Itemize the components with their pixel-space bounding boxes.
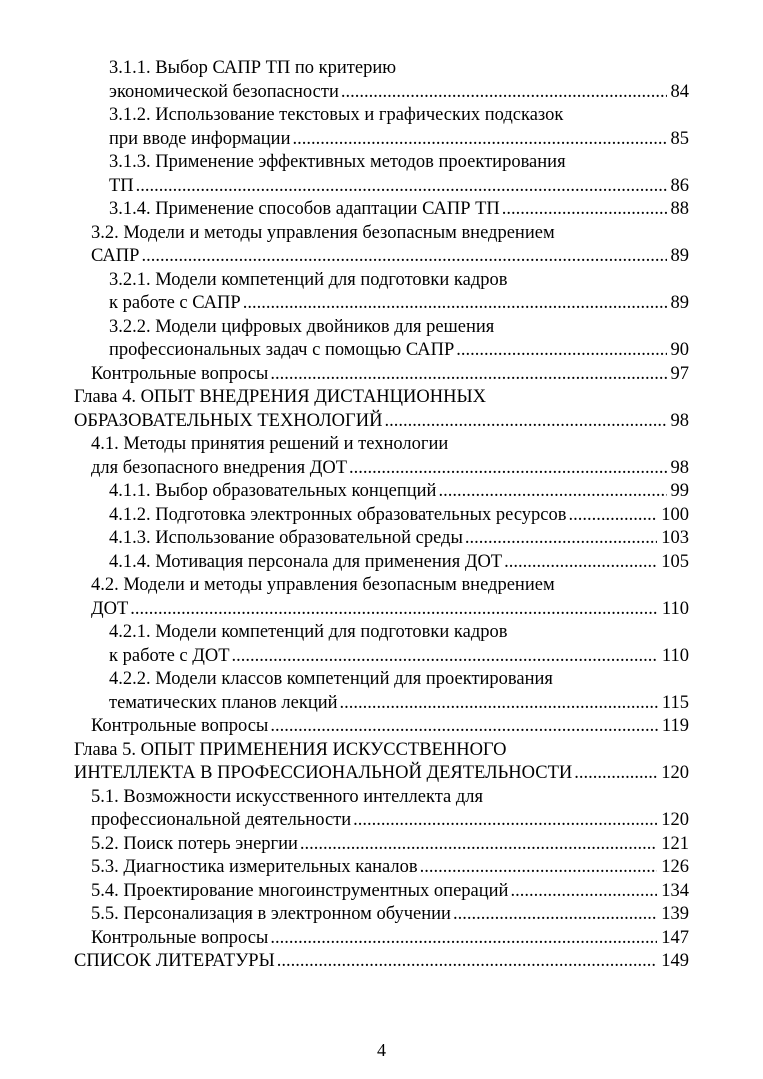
toc-entry-text: 3.1.4. Применение способов адаптации САПР ТП [109,199,500,219]
toc-entry-text: 4.1.1. Выбор образовательных концепций [109,481,437,501]
toc-entry-text: 3.2.2. Модели цифровых двойников для решения [109,317,495,337]
toc-entry-4-2-1 [109,644,689,668]
toc-page-number: 110 [661,599,689,619]
toc-entry-text: ТП [109,176,134,196]
leader-dots [141,244,666,268]
toc-entry-text: 5.3. Диагностика измерительных каналов [91,857,418,877]
toc-entry-references [74,949,689,973]
toc-page-number: 121 [661,834,689,854]
leader-dots [130,597,658,621]
leader-dots [504,550,657,574]
toc-entry-3-1-3 [109,174,689,198]
leader-dots [277,949,658,973]
leader-dots [502,197,667,221]
toc-entry-text: тематических планов лекций [109,693,338,713]
toc-entry-3-1-2-part1 [109,103,563,127]
toc-entry-4-2-part1 [91,573,555,597]
toc-page-number: 88 [670,199,689,219]
toc-entry-4-2 [91,597,689,621]
toc-entry-4-1-2 [109,503,689,527]
toc-entry-text: 4.2.2. Модели классов компетенций для проектирования [109,669,553,689]
toc-page-number: 110 [661,646,689,666]
toc-page-number: 119 [661,716,689,736]
toc-entry-text: Контрольные вопросы [91,364,269,384]
toc-chapter-5-part1 [74,738,507,762]
toc-entry-review-questions-4 [91,714,689,738]
toc-page-number: 100 [661,505,689,525]
toc-page-number: 115 [661,693,689,713]
leader-dots [340,691,658,715]
toc-entry-4-2-2-part1 [109,667,553,691]
leader-dots [353,808,657,832]
toc-entry-text: ДОТ [91,599,129,619]
toc-entry-text: 3.1.3. Применение эффективных методов проектирования [109,152,566,172]
toc-entry-text: 3.2.1. Модели компетенций для подготовки кадров [109,270,508,290]
toc-entry-text: 5.5. Персонализация в электронном обучении [91,904,451,924]
toc-entry-text: к работе с САПР [109,293,241,313]
leader-dots [232,644,658,668]
leader-dots [453,902,657,926]
toc-entry-3-1-2 [109,127,689,151]
toc-page-number: 120 [661,810,689,830]
toc-entry-5-1 [91,808,689,832]
toc-entry-4-1-4 [109,550,689,574]
toc-entry-text: профессиональных задач с помощью САПР [109,340,455,360]
toc-page-number: 97 [670,364,689,384]
toc-page-number: 90 [670,340,689,360]
leader-dots [293,127,667,151]
leader-dots [569,503,658,527]
leader-dots [243,291,667,315]
leader-dots [384,409,666,433]
toc-entry-text: 5.1. Возможности искусственного интеллекта для [91,787,484,807]
toc-entry-text: Глава 4. ОПЫТ ВНЕДРЕНИЯ ДИСТАНЦИОННЫХ [74,387,486,407]
toc-entry-text: 4.1.2. Подготовка электронных образовательных ресурсов [109,505,567,525]
toc-entry-review-questions-5 [91,926,689,950]
toc-entry-text: Глава 5. ОПЫТ ПРИМЕНЕНИЯ ИСКУССТВЕННОГО [74,740,507,760]
toc-entry-text: профессиональной деятельности [91,810,352,830]
toc-entry-3-2-2-part1 [109,315,494,339]
toc-page-number: 86 [670,176,689,196]
leader-dots [510,879,657,903]
toc-page-number: 89 [670,293,689,313]
toc-entry-4-1-1 [109,479,689,503]
toc-page-number: 89 [670,246,689,266]
toc-entry-text: СПИСОК ЛИТЕРАТУРЫ [74,951,275,971]
toc-entry-5-5 [91,902,689,926]
toc-entry-3-2-2 [109,338,689,362]
leader-dots [270,362,666,386]
toc-entry-4-2-2 [109,691,689,715]
toc-page-number: 134 [661,881,689,901]
toc-entry-3-2 [91,244,689,268]
toc-entry-text: 3.2. Модели и методы управления безопасным внедрением [91,223,555,243]
toc-entry-text: для безопасного внедрения ДОТ [91,458,348,478]
toc-entry-3-1-4 [109,197,689,221]
toc-page-number: 98 [670,458,689,478]
toc-entry-text: Контрольные вопросы [91,928,269,948]
toc-entry-text: САПР [91,246,140,266]
toc-entry-text: 4.2. Модели и методы управления безопасным внедрением [91,575,555,595]
toc-page-number: 103 [661,528,689,548]
toc-chapter-4 [74,409,689,433]
toc-entry-text: 4.2.1. Модели компетенций для подготовки кадров [109,622,508,642]
toc-entry-3-1-3-part1 [109,150,566,174]
toc-chapter-5 [74,761,689,785]
toc-entry-4-1-part1 [91,432,448,456]
toc-entry-5-4 [91,879,689,903]
toc-entry-3-1-1 [109,80,689,104]
leader-dots [136,174,667,198]
toc-entry-4-2-1-part1 [109,620,507,644]
leader-dots [465,526,657,550]
leader-dots [349,456,666,480]
toc-page-number: 85 [670,129,689,149]
toc-entry-5-3 [91,855,689,879]
toc-entry-4-1-3 [109,526,689,550]
toc-entry-text: ИНТЕЛЛЕКТА В ПРОФЕССИОНАЛЬНОЙ ДЕЯТЕЛЬНОСТИ [74,763,573,783]
toc-entry-text: 3.1.2. Использование текстовых и графических подсказок [109,105,564,125]
leader-dots [456,338,666,362]
leader-dots [438,479,666,503]
toc-page-number: 99 [670,481,689,501]
toc-chapter-4-part1 [74,385,486,409]
toc-entry-3-2-1-part1 [109,268,507,292]
toc-page-number: 139 [661,904,689,924]
toc-entry-review-questions-3 [91,362,689,386]
toc-entry-text: 5.4. Проектирование многоинструментных операций [91,881,509,901]
leader-dots [420,855,658,879]
toc-entry-3-1-1-part1 [109,56,396,80]
toc-entry-5-1-part1 [91,785,483,809]
leader-dots [300,832,657,856]
toc-entry-text: к работе с ДОТ [109,646,230,666]
toc-entry-text: ОБРАЗОВАТЕЛЬНЫХ ТЕХНОЛОГИЙ [74,411,383,431]
toc-page-number: 105 [661,552,689,572]
leader-dots [574,761,657,785]
toc-entry-text: 4.1.3. Использование образовательной среды [109,528,463,548]
page-number: 4 [377,1040,386,1060]
toc-page-number: 84 [670,82,689,102]
leader-dots [270,714,658,738]
toc-entry-text: экономической безопасности [109,82,339,102]
toc-entry-text: 3.1.1. Выбор САПР ТП по критерию [109,58,397,78]
toc-page-number: 147 [661,928,689,948]
toc-entry-5-2 [91,832,689,856]
toc-entry-text: Контрольные вопросы [91,716,269,736]
toc-entry-4-1 [91,456,689,480]
toc-page-number: 120 [661,763,689,783]
toc-entry-text: при вводе информации [109,129,291,149]
toc-entry-text: 5.2. Поиск потерь энергии [91,834,298,854]
leader-dots [341,80,667,104]
leader-dots [270,926,657,950]
toc-entry-3-2-part1 [91,221,555,245]
toc-entry-3-2-1 [109,291,689,315]
toc-entry-text: 4.1. Методы принятия решений и технологии [91,434,449,454]
toc-page-number: 126 [661,857,689,877]
toc-entry-text: 4.1.4. Мотивация персонала для применения ДОТ [109,552,503,572]
toc-page-number: 149 [661,951,689,971]
toc-page-number: 98 [670,411,689,431]
